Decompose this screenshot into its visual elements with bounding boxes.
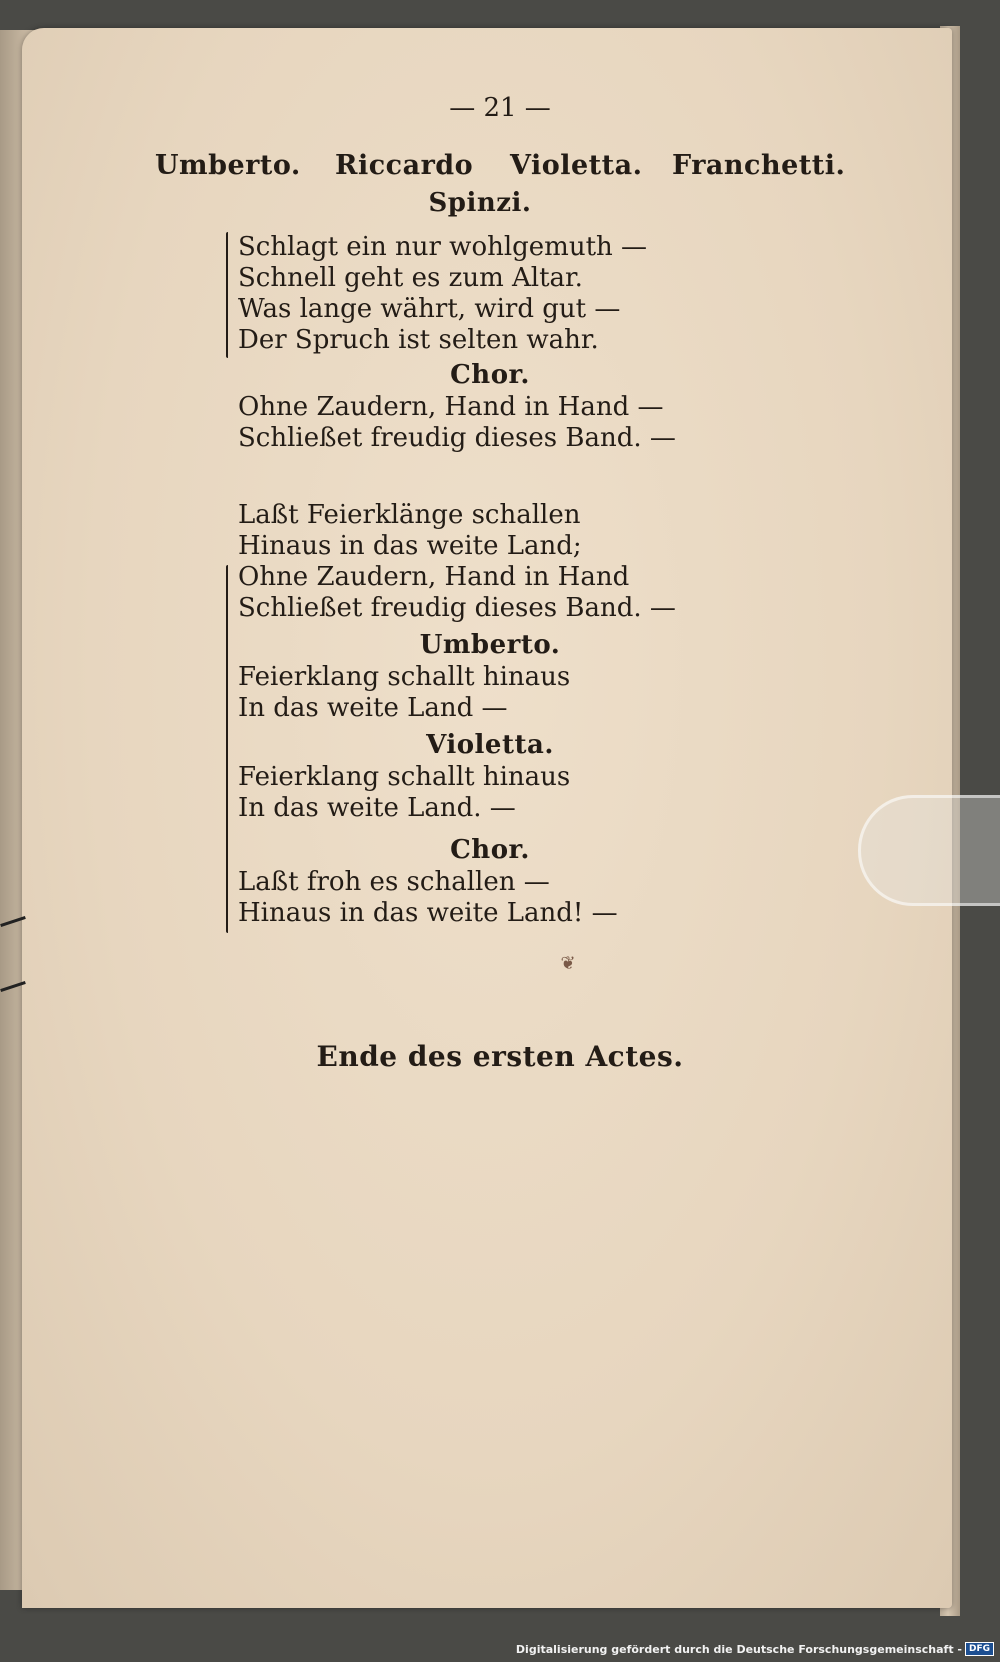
brace	[226, 232, 228, 358]
speaker-chor: Chor.	[450, 835, 530, 865]
verse-line: Hinaus in das weite Land;	[238, 531, 582, 561]
speaker-umberto: Umberto.	[419, 630, 561, 660]
act-end-heading: Ende des ersten Actes.	[316, 1040, 684, 1073]
role-umberto: Umberto.	[155, 150, 301, 181]
verse-spinzi	[238, 232, 647, 356]
verse-line: Schnell geht es zum Altar.	[238, 263, 583, 293]
verse-line: Hinaus in das weite Land! —	[238, 898, 618, 928]
verse-line: Was lange währt, wird gut —	[238, 294, 621, 324]
verse-line: Schlagt ein nur wohlgemuth —	[238, 232, 648, 262]
verse-line: Feierklang schallt hinaus	[238, 762, 571, 792]
verse-chorus-continuation	[238, 500, 676, 624]
verse-line: Schließet freudig dieses Band. —	[238, 423, 676, 453]
verse-line: Der Spruch ist selten wahr.	[238, 325, 599, 355]
verse-line: Schließet freudig dieses Band. —	[238, 593, 676, 623]
verse-line: Laßt Feierklänge schallen	[238, 500, 581, 530]
speaker-spinzi: Spinzi.	[428, 188, 532, 218]
verse-line: Ohne Zaudern, Hand in Hand —	[238, 392, 664, 422]
page-number: — 21 —	[449, 93, 551, 123]
verse-line: Feierklang schallt hinaus	[238, 662, 571, 692]
verse-line: Laßt froh es schallen —	[238, 867, 550, 897]
footer-credit: Digitalisierung gefördert durch die Deutsche Forschungsgemeinschaft -	[515, 1642, 962, 1656]
verse-line: In das weite Land —	[238, 693, 508, 723]
dfg-logo: DFG	[965, 1642, 994, 1656]
brace	[226, 565, 228, 933]
verse-chor-final	[238, 867, 618, 929]
verse-line: In das weite Land. —	[238, 793, 516, 823]
digitization-footer	[516, 1640, 994, 1658]
speaker-chor: Chor.	[450, 360, 530, 390]
page-clip	[858, 795, 1000, 906]
verse-violetta	[238, 762, 570, 824]
role-violetta: Violetta.	[510, 150, 643, 181]
verse-line: Ohne Zaudern, Hand in Hand	[238, 562, 630, 592]
role-franchetti: Franchetti.	[672, 150, 846, 181]
verse-umberto	[238, 662, 570, 724]
speaker-violetta: Violetta.	[426, 730, 554, 760]
verse-chor	[238, 392, 676, 454]
fleuron-ornament: ❦	[560, 953, 576, 974]
role-riccardo: Riccardo	[335, 150, 474, 181]
